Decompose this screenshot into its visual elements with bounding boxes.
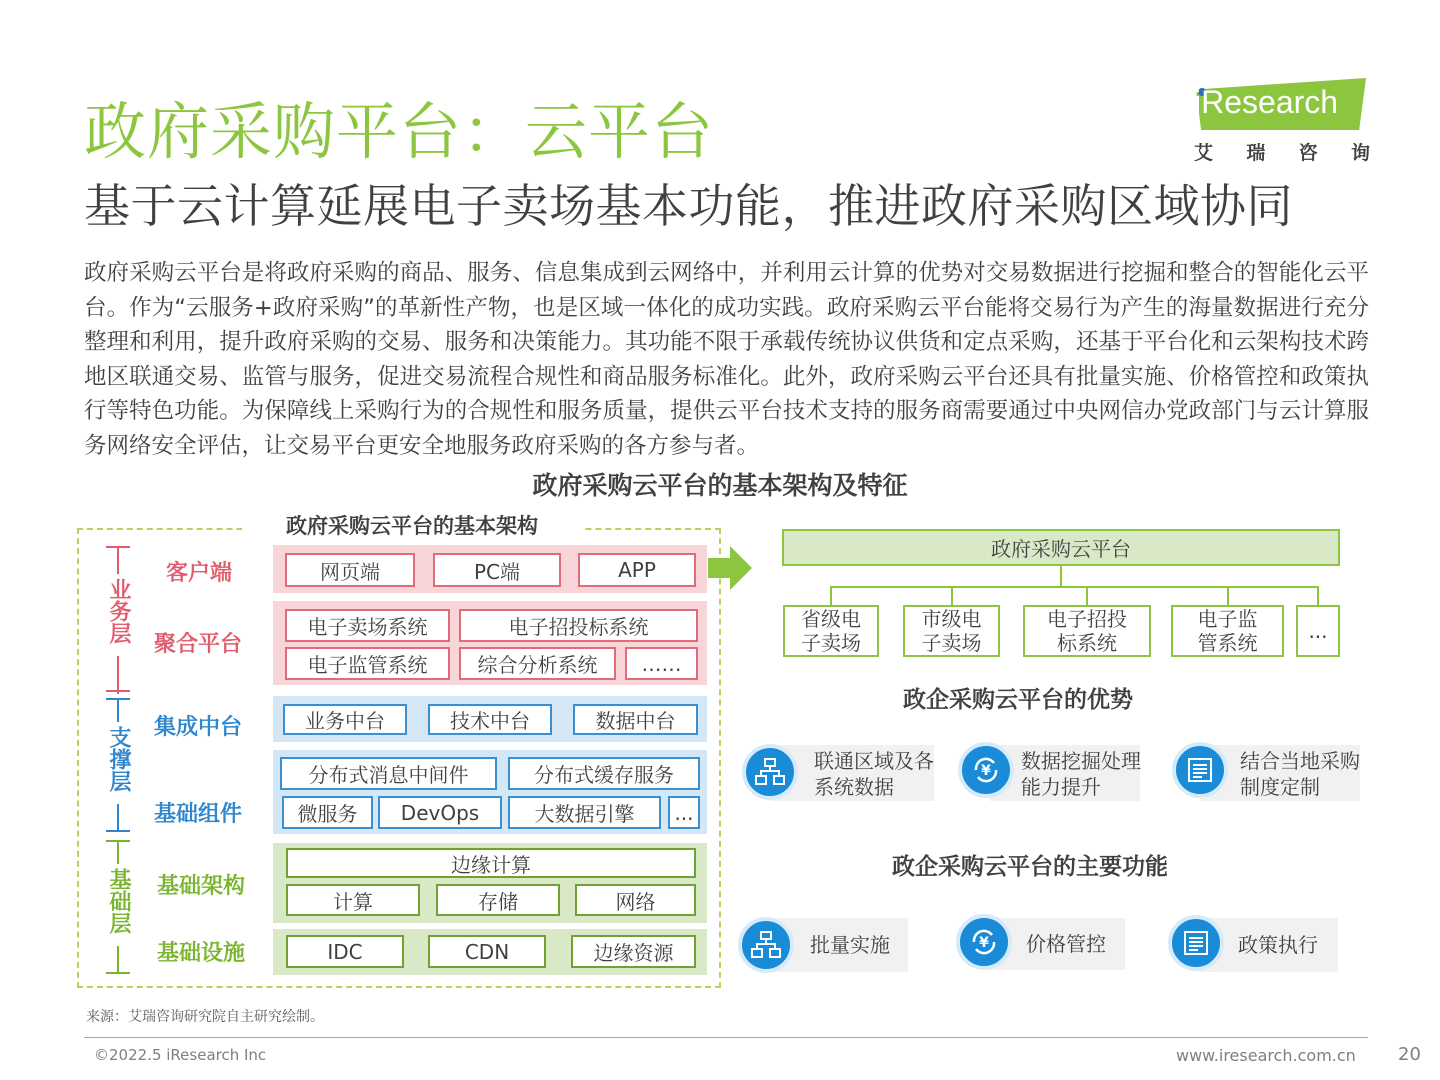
box-cache: 分布式缓存服务 (508, 757, 700, 790)
box-devops: DevOps (378, 796, 502, 829)
bracket-tick (106, 546, 130, 548)
cloud-item-supervision (1171, 605, 1284, 657)
network-icon (742, 744, 798, 800)
box-more: ... (668, 796, 700, 829)
box-compute: 计算 (286, 884, 420, 916)
iresearch-logo (1190, 74, 1370, 164)
intro-paragraph: 政府采购云平台是将政府采购的商品、服务、信息集成到云网络中，并利用云计算的优势对交易数据进行挖掘和整合的智能化云平台。作为“云服务+政府采购”的革新性产物，也是区域一体化的成功实践。政府采购云平台能将交易行为产生的海量数据进行充分整理和利用，提升政府采购的交易、服务和决策能力。其功能不限于承载传统协议供货和定点采购，还基于平台化和云架构技术跨地区联通交易、监管与服务，促进交易流程合规性和商品服务标准化。此外，政府采购云平台还具有批量实施、价格管控和政策执行等特色功能。为保障线上采购行为的合规性和服务质量，提供云平台技术支持的服务商需要通过中央网信办党政部门与云计算服务网络安全评估，让交易平台更安全地服务政府采购的各方参与者。 (84, 260, 1369, 459)
group-text: 支撑层 (106, 726, 131, 792)
box-network: 网络 (575, 884, 696, 916)
advantage-text: 联通区域及各系统数据 (814, 749, 934, 799)
group-text: 业务层 (106, 578, 131, 644)
box-mq: 分布式消息中间件 (280, 757, 497, 790)
advantages-title: 政企采购云平台的优势 (903, 687, 1133, 713)
svg-text:¥: ¥ (979, 935, 989, 951)
bracket-tick (106, 840, 130, 842)
layer-label-facilities: 基础设施 (157, 941, 246, 966)
box-microservice: 微服务 (282, 796, 373, 829)
logo-cn-char: 艾 (1194, 142, 1214, 164)
layer-label-components: 基础组件 (154, 802, 243, 827)
cloud-item-city (903, 605, 1000, 657)
function-text: 价格管控 (1026, 932, 1106, 956)
box-pc: PC端 (433, 553, 561, 587)
arrow-right-icon (708, 546, 754, 590)
tree-connector (1086, 586, 1088, 605)
box-idc: IDC (286, 935, 404, 968)
architecture-title: 政府采购云平台的基本架构 (286, 514, 538, 538)
logo-cn-char: 询 (1350, 142, 1370, 164)
group-text: 基础层 (106, 868, 131, 934)
advantage-text: 数据挖掘处理能力提升 (1021, 749, 1141, 799)
box-tech-middle: 技术中台 (428, 704, 552, 735)
document-icon (1172, 742, 1228, 798)
bracket-tick (106, 830, 130, 832)
bracket-tick (106, 698, 130, 700)
box-edge-resource: 边缘资源 (571, 935, 696, 968)
functions-title: 政企采购云平台的主要功能 (892, 854, 1168, 880)
cloud-item-more: ... (1296, 605, 1340, 657)
yuan-cycle-icon (958, 742, 1014, 798)
page-title: 政府采购平台：云平台 (84, 95, 715, 168)
advantage-text: 结合当地采购制度定制 (1240, 749, 1360, 799)
box-e-mall: 电子卖场系统 (285, 609, 450, 642)
page-subtitle: 基于云计算延展电子卖场基本功能，推进政府采购区域协同 (84, 179, 1293, 233)
copyright: ©2022.5 iResearch Inc (94, 1046, 267, 1064)
box-edge-compute: 边缘计算 (286, 848, 696, 878)
tree-connector (1227, 586, 1229, 605)
layer-label-aggregate: 聚合平台 (154, 632, 243, 657)
cloud-item-provincial (783, 605, 879, 657)
box-analysis: 综合分析系统 (459, 647, 616, 680)
tree-connector (830, 586, 832, 605)
footer-divider (84, 1037, 1368, 1038)
svg-text:¥: ¥ (981, 763, 991, 779)
function-text: 政策执行 (1238, 933, 1318, 957)
tree-connector (830, 586, 1319, 588)
box-more: …… (625, 647, 698, 680)
cloud-item-text: 省级电子卖场 (801, 607, 861, 655)
group-label-business (103, 574, 133, 656)
box-cdn: CDN (428, 935, 546, 968)
box-e-bidding: 电子招投标系统 (459, 609, 698, 642)
yuan-cycle-icon (956, 914, 1012, 970)
diagram-title: 政府采购云平台的基本架构及特征 (532, 471, 908, 500)
network-icon (738, 917, 794, 973)
logo-wordmark: iResearch (1194, 84, 1339, 120)
box-business-middle: 业务中台 (283, 704, 407, 735)
cloud-platform-box: 政府采购云平台 (782, 529, 1340, 566)
box-bigdata: 大数据引擎 (508, 796, 661, 829)
group-label-foundation (103, 864, 133, 946)
cloud-item-text: 电子监管系统 (1197, 607, 1258, 655)
bracket-tick (106, 972, 130, 974)
tree-connector (1317, 586, 1319, 605)
logo-cn-char: 瑞 (1246, 142, 1266, 164)
logo-cn-char: 咨 (1298, 142, 1318, 164)
tree-connector (951, 586, 953, 605)
page-number: 20 (1398, 1044, 1421, 1065)
layer-label-middle: 集成中台 (154, 715, 243, 740)
box-storage: 存储 (436, 884, 560, 916)
box-data-middle: 数据中台 (573, 704, 698, 735)
box-e-supervision: 电子监管系统 (285, 647, 450, 680)
box-app: APP (578, 553, 696, 587)
document-icon (1168, 915, 1224, 971)
function-text: 批量实施 (810, 933, 890, 957)
cloud-item-text: 市级电子卖场 (921, 607, 982, 655)
layer-label-client: 客户端 (166, 561, 233, 586)
source-note: 来源：艾瑞咨询研究院自主研究绘制。 (86, 1009, 324, 1025)
box-web: 网页端 (285, 553, 415, 587)
bracket-tick (106, 690, 130, 692)
layer-label-infra-arch: 基础架构 (157, 874, 246, 899)
logo-cn (1194, 138, 1370, 165)
cloud-item-bidding (1023, 605, 1151, 657)
tree-connector (1060, 566, 1062, 587)
cloud-item-text: 电子招投标系统 (1047, 607, 1127, 655)
website-link[interactable]: www.iresearch.com.cn (1176, 1046, 1356, 1065)
group-label-support (103, 722, 133, 804)
